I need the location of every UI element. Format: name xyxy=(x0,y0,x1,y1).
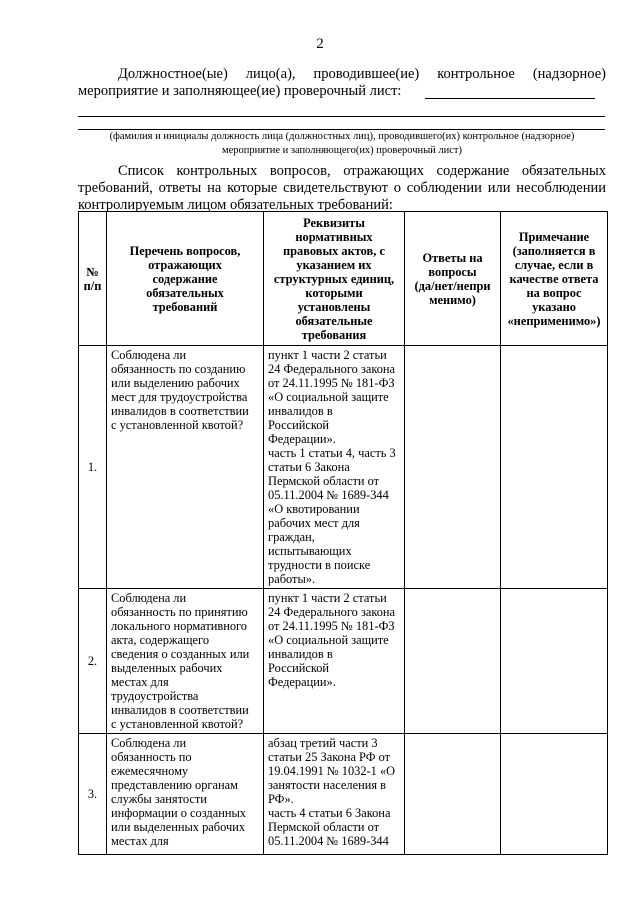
cell-line: № xyxy=(86,264,99,279)
caption-line-1: (фамилия и инициалы должность лица (должностных лиц), проводившего(их) контрольное (надзорное) xyxy=(109,131,575,142)
cell-line: сведения о созданных или xyxy=(111,647,250,661)
row-number: 1. xyxy=(79,346,107,589)
row-number: 3. xyxy=(79,734,107,855)
cell-line: работы». xyxy=(268,572,316,586)
cell-line: «О квотировании xyxy=(268,502,360,516)
row-note-cell[interactable] xyxy=(501,589,608,734)
cell-line: 24 Федерального закона xyxy=(268,362,396,376)
cell-line: Федерации». xyxy=(268,432,336,446)
row-answer-cell[interactable] xyxy=(405,346,501,589)
header-questions xyxy=(107,212,264,346)
cell-line: Пермской области от xyxy=(268,820,380,834)
header-note xyxy=(501,212,608,346)
cell-line: вопросы xyxy=(428,264,477,279)
cell-line: случае, если в xyxy=(514,257,594,272)
row-answer-cell[interactable] xyxy=(405,734,501,855)
row-question xyxy=(107,346,264,589)
cell-line: или выделению рабочих xyxy=(111,376,240,390)
cell-line: локального нормативного xyxy=(111,619,248,633)
cell-line: пункт 1 части 2 статьи xyxy=(268,591,387,605)
cell-line: отражающих xyxy=(148,257,222,272)
cell-line: абзац третий части 3 xyxy=(268,736,378,750)
checklist-table xyxy=(78,211,608,855)
cell-line: трудоустройства xyxy=(111,689,199,703)
table-row xyxy=(79,346,608,589)
cell-line: Ответы на xyxy=(422,250,483,265)
cell-line: ежемесячному xyxy=(111,764,189,778)
header-number xyxy=(79,212,107,346)
cell-line: требований xyxy=(152,299,218,314)
cell-line: мест для трудоустройства xyxy=(111,390,248,404)
row-requisites xyxy=(264,734,405,855)
cell-line: указанием их xyxy=(296,257,372,272)
cell-line: Федерации». xyxy=(268,675,336,689)
cell-line: Соблюдена ли xyxy=(111,591,187,605)
cell-line: акта, содержащего xyxy=(111,633,210,647)
cell-line: представлению органам xyxy=(111,778,238,792)
cell-line: на вопрос xyxy=(526,285,582,300)
cell-line: 19.04.1991 № 1032-1 «О xyxy=(268,764,396,778)
cell-line: местах для xyxy=(111,834,169,848)
cell-line: выделенных рабочих xyxy=(111,661,223,675)
header-requisites xyxy=(264,212,405,346)
cell-line: от 24.11.1995 № 181-ФЗ xyxy=(268,376,395,390)
cell-line: граждан, xyxy=(268,530,315,544)
cell-line: менимо) xyxy=(429,292,476,307)
cell-line: инвалидов в xyxy=(268,647,333,661)
cell-line: часть 1 статьи 4, часть 3 xyxy=(268,446,396,460)
cell-line: Соблюдена ли xyxy=(111,736,187,750)
row-question xyxy=(107,734,264,855)
cell-line: или выделенных рабочих xyxy=(111,820,246,834)
row-number: 2. xyxy=(79,589,107,734)
cell-line: «О социальной защите xyxy=(268,390,389,404)
table-row xyxy=(79,734,608,855)
official-name-fill-line xyxy=(425,98,595,99)
cell-line: структурных единиц, xyxy=(273,271,395,286)
cell-line: Российской xyxy=(268,418,330,432)
cell-line: пункт 1 части 2 статьи xyxy=(268,348,387,362)
cell-line: инвалидов в xyxy=(268,404,333,418)
cell-line: рабочих мест для xyxy=(268,516,360,530)
cell-line: нормативных xyxy=(295,229,373,244)
page-number: 2 xyxy=(316,36,324,52)
cell-line: обязательные xyxy=(295,313,373,328)
cell-line: содержание xyxy=(152,271,218,286)
cell-line: от 24.11.1995 № 181-ФЗ xyxy=(268,619,395,633)
header-answers xyxy=(405,212,501,346)
cell-line: Перечень вопросов, xyxy=(129,243,241,258)
cell-line: информации о созданных xyxy=(111,806,246,820)
row-question xyxy=(107,589,264,734)
cell-line: Реквизиты xyxy=(303,215,365,230)
cell-line: обязанность по xyxy=(111,750,192,764)
cell-line: (да/нет/непри xyxy=(414,278,491,293)
row-requisites xyxy=(264,346,405,589)
cell-line: 05.11.2004 № 1689-344 xyxy=(268,488,389,502)
cell-line: часть 4 статьи 6 Закона xyxy=(268,806,391,820)
cell-line: Российской xyxy=(268,661,330,675)
cell-line: обязанность по принятию xyxy=(111,605,248,619)
official-statement: Должностное(ые) лицо(а), проводившее(ие) контрольное (надзорное) мероприятие и заполняющее(ие) проверочный лист: xyxy=(78,66,606,99)
cell-line: Соблюдена ли xyxy=(111,348,187,362)
cell-line: (заполняется в xyxy=(512,243,596,258)
cell-line: обязательных xyxy=(146,285,224,300)
table-row xyxy=(79,589,608,734)
cell-line: трудности в поиске xyxy=(268,558,371,572)
row-answer-cell[interactable] xyxy=(405,589,501,734)
caption-line-2: мероприятие и заполняющего(их) проверочный лист) xyxy=(221,145,463,156)
cell-line: «О социальной защите xyxy=(268,633,389,647)
cell-line: с установленной квотой? xyxy=(111,717,244,731)
cell-line: обязанность по созданию xyxy=(111,362,246,376)
row-note-cell[interactable] xyxy=(501,734,608,855)
table-header-row xyxy=(79,212,608,346)
official-caption xyxy=(78,130,606,158)
cell-line: инвалидов в соответствии xyxy=(111,703,249,717)
cell-line: с установленной квотой? xyxy=(111,418,244,432)
cell-line: занятости населения в xyxy=(268,778,386,792)
cell-line: инвалидов в соответствии xyxy=(111,404,249,418)
official-name-line-2 xyxy=(78,116,605,117)
cell-line: которыми xyxy=(305,285,363,300)
cell-line: 05.11.2004 № 1689-344 xyxy=(268,834,389,848)
cell-line: Примечание xyxy=(518,229,590,244)
row-note-cell[interactable] xyxy=(501,346,608,589)
cell-line: службы занятости xyxy=(111,792,207,806)
cell-line: «неприменимо») xyxy=(507,313,601,328)
cell-line: 24 Федерального закона xyxy=(268,605,396,619)
cell-line: указано xyxy=(532,299,576,314)
cell-line: Пермской области от xyxy=(268,474,380,488)
cell-line: испытывающих xyxy=(268,544,352,558)
row-requisites xyxy=(264,589,405,734)
cell-line: качестве ответа xyxy=(509,271,599,286)
cell-line: п/п xyxy=(83,278,102,293)
list-intro: Список контрольных вопросов, отражающих содержание обязательных требований, ответы на которые свидетельствуют о соблюдении или несоблюдении контролируемым лицом обязательных требований: xyxy=(78,163,606,213)
cell-line: правовых актов, с xyxy=(283,243,385,258)
cell-line: местах для xyxy=(111,675,169,689)
cell-line: требования xyxy=(301,327,367,342)
cell-line: статьи 25 Закона РФ от xyxy=(268,750,391,764)
cell-line: установлены xyxy=(297,299,371,314)
cell-line: РФ». xyxy=(268,792,294,806)
cell-line: статьи 6 Закона xyxy=(268,460,350,474)
